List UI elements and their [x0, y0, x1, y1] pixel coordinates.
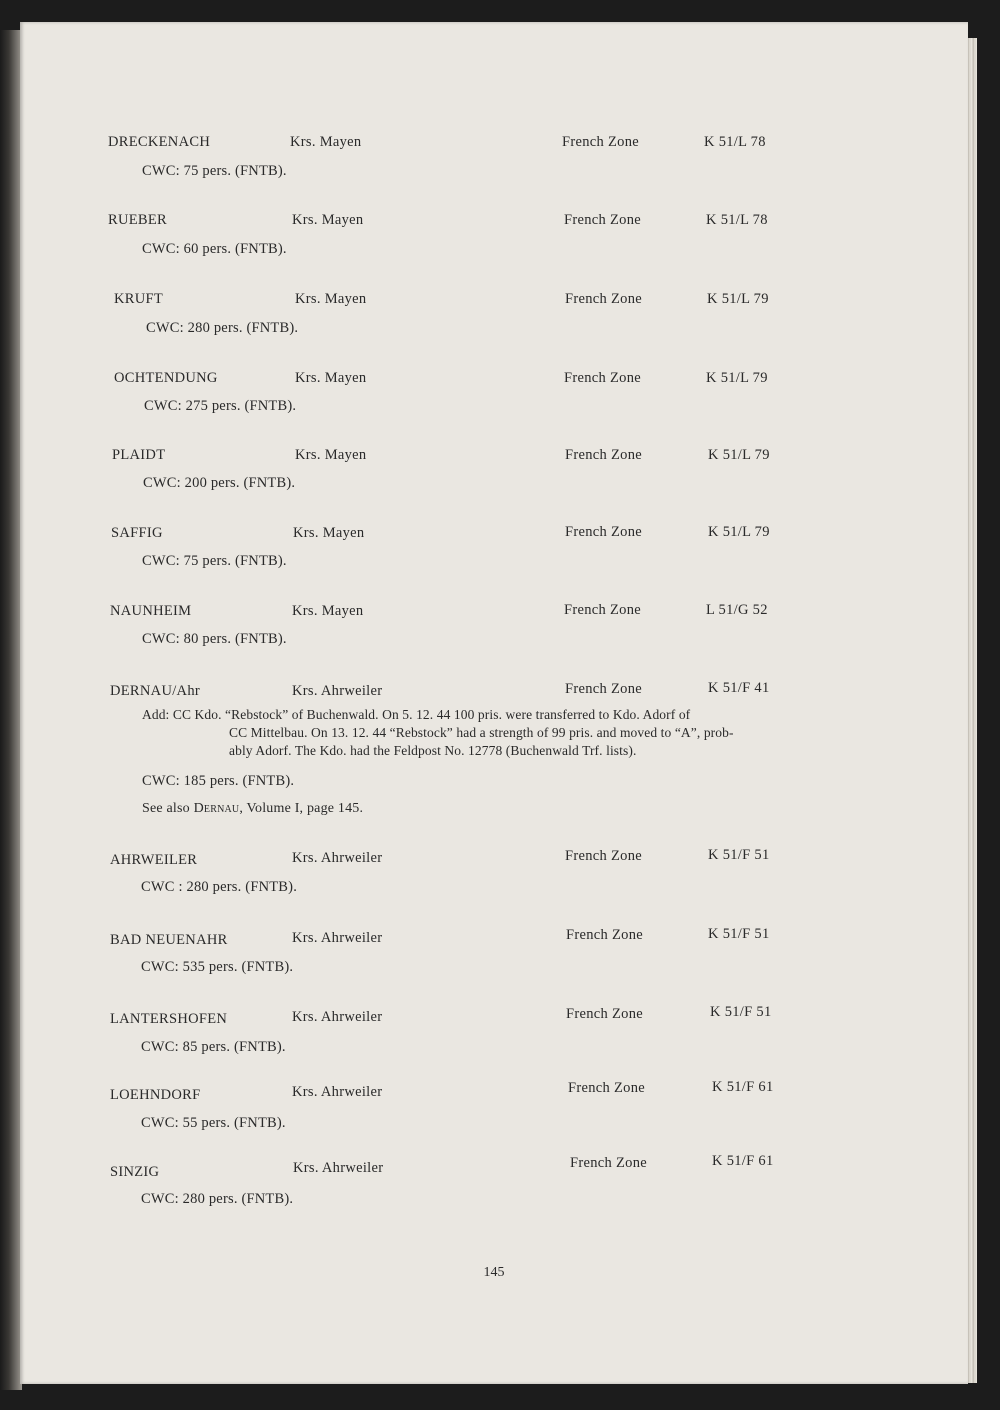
place-name: NAUNHEIM	[110, 603, 192, 619]
grid-ref: K 51/L 78	[704, 134, 766, 150]
page-number: 145	[483, 1265, 505, 1280]
document-page	[20, 22, 968, 1384]
grid-ref: K 51/F 61	[712, 1079, 774, 1095]
place-name: SAFFIG	[111, 525, 163, 541]
grid-ref: K 51/F 51	[708, 926, 770, 942]
place-name: LOEHNDORF	[110, 1087, 201, 1103]
cwc-line: CWC: 75 pers. (FNTB).	[142, 163, 287, 179]
grid-ref: K 51/F 41	[708, 680, 770, 696]
place-name: KRUFT	[114, 291, 164, 307]
district: Krs. Mayen	[295, 447, 367, 463]
grid-ref: K 51/L 79	[707, 291, 769, 307]
district: Krs. Mayen	[295, 291, 367, 307]
place-name: AHRWEILER	[110, 852, 198, 868]
grid-ref: K 51/F 51	[710, 1004, 772, 1020]
see-also-prefix: See also	[142, 801, 194, 816]
cwc-line: CWC: 275 pers. (FNTB).	[144, 398, 297, 414]
district: Krs. Mayen	[295, 370, 367, 386]
district: Krs. Mayen	[293, 525, 365, 541]
see-also-reference	[142, 801, 363, 817]
district: Krs. Ahrweiler	[292, 850, 383, 866]
see-also-place: Dernau	[193, 801, 240, 816]
grid-ref: K 51/L 79	[708, 524, 770, 540]
left-page-edge	[0, 30, 22, 1390]
cwc-line: CWC: 280 pers. (FNTB).	[141, 1191, 294, 1207]
place-name: RUEBER	[108, 212, 167, 228]
place-name: LANTERSHOFEN	[110, 1011, 228, 1027]
grid-ref: K 51/F 61	[712, 1153, 774, 1169]
zone: French Zone	[564, 212, 641, 228]
district: Krs. Mayen	[292, 603, 364, 619]
zone: French Zone	[566, 927, 643, 943]
zone: French Zone	[565, 291, 642, 307]
zone: French Zone	[565, 681, 642, 697]
district: Krs. Ahrweiler	[292, 1084, 383, 1100]
place-name: OCHTENDUNG	[114, 370, 218, 386]
zone: French Zone	[564, 602, 641, 618]
zone: French Zone	[564, 370, 641, 386]
note-line: CC Mittelbau. On 13. 12. 44 “Rebstock” had a strength of 99 pris. and moved to “A”, prob-	[229, 725, 734, 740]
cwc-line: CWC: 280 pers. (FNTB).	[146, 320, 299, 336]
place-name: SINZIG	[110, 1164, 160, 1180]
zone: French Zone	[565, 848, 642, 864]
zone: French Zone	[570, 1155, 647, 1171]
district: Krs. Mayen	[292, 212, 364, 228]
district: Krs. Ahrweiler	[293, 1160, 384, 1176]
cwc-line: CWC: 60 pers. (FNTB).	[142, 241, 287, 257]
note-line: ably Adorf. The Kdo. had the Feldpost No. 12778 (Buchenwald Trf. lists).	[229, 743, 637, 758]
place-name: BAD NEUENAHR	[110, 932, 228, 948]
grid-ref: K 51/L 79	[706, 370, 768, 386]
grid-ref: K 51/L 78	[706, 212, 768, 228]
district: Krs. Ahrweiler	[292, 1009, 383, 1025]
cwc-line: CWC: 55 pers. (FNTB).	[141, 1115, 286, 1131]
see-also-suffix: , Volume I, page 145.	[239, 801, 364, 816]
cwc-line: CWC: 75 pers. (FNTB).	[142, 553, 287, 569]
grid-ref: L 51/G 52	[706, 602, 768, 618]
zone: French Zone	[565, 447, 642, 463]
zone: French Zone	[565, 524, 642, 540]
additional-note	[142, 706, 882, 760]
place-name: PLAIDT	[112, 447, 166, 463]
place-name: DERNAU/Ahr	[110, 683, 200, 699]
district: Krs. Ahrweiler	[292, 930, 383, 946]
district: Krs. Mayen	[290, 134, 362, 150]
cwc-line: CWC: 535 pers. (FNTB).	[141, 959, 294, 975]
grid-ref: K 51/F 51	[708, 847, 770, 863]
district: Krs. Ahrweiler	[292, 683, 383, 699]
cwc-line: CWC: 200 pers. (FNTB).	[143, 475, 296, 491]
place-name: DRECKENACH	[108, 134, 211, 150]
zone: French Zone	[566, 1006, 643, 1022]
cwc-line: CWC : 280 pers. (FNTB).	[141, 879, 298, 895]
cwc-line: CWC: 185 pers. (FNTB).	[142, 773, 295, 789]
zone: French Zone	[562, 134, 639, 150]
zone: French Zone	[568, 1080, 645, 1096]
cwc-line: CWC: 85 pers. (FNTB).	[141, 1039, 286, 1055]
note-line: Add: CC Kdo. “Rebstock” of Buchenwald. On 5. 12. 44 100 pris. were transferred to Kdo. Adorf of	[142, 707, 691, 722]
cwc-line: CWC: 80 pers. (FNTB).	[142, 631, 287, 647]
grid-ref: K 51/L 79	[708, 447, 770, 463]
